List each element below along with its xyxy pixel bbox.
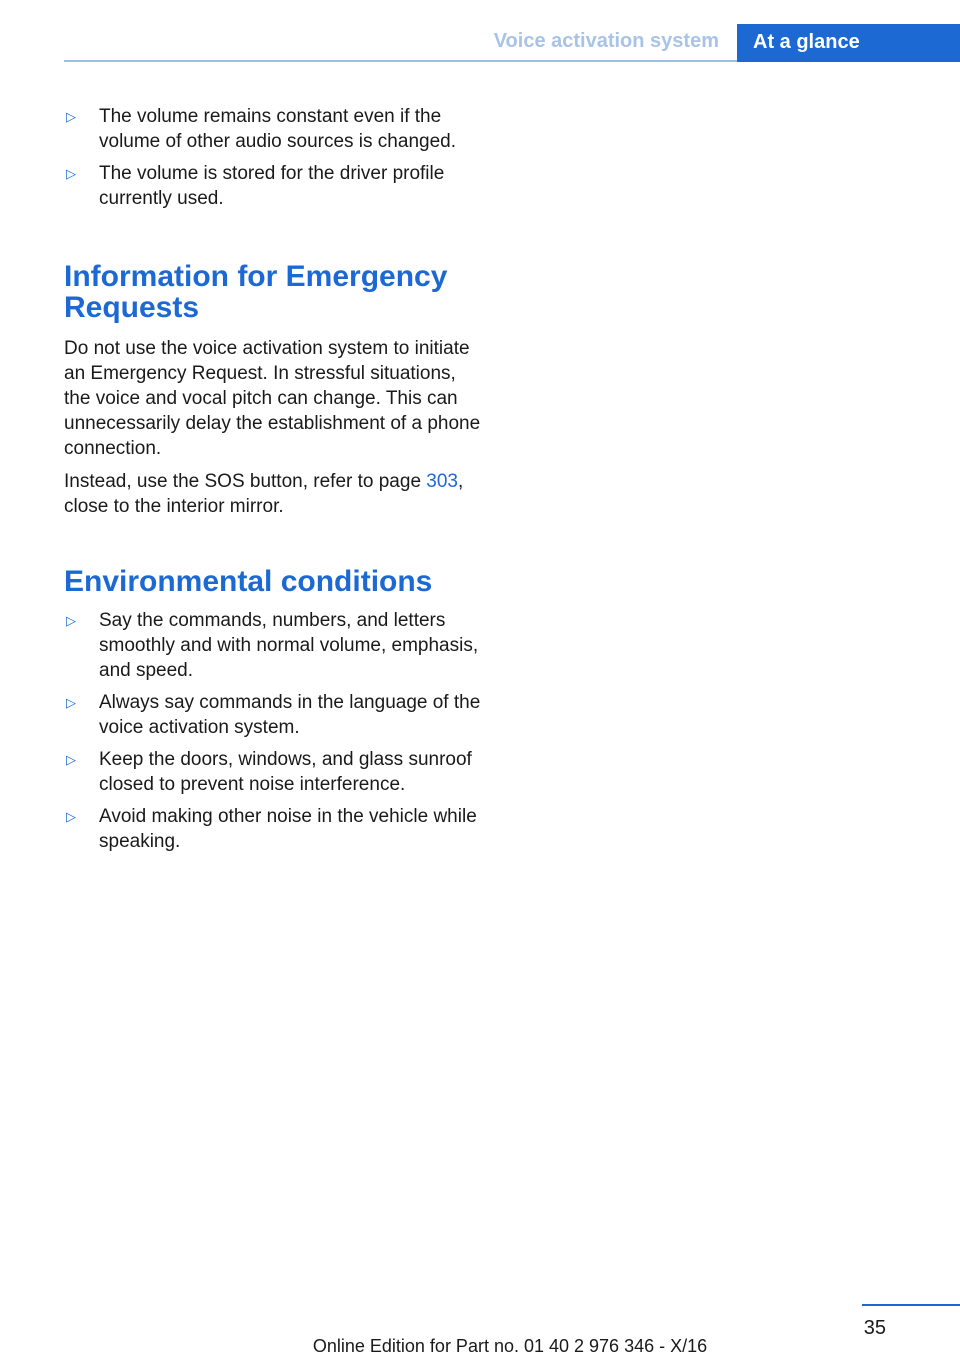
environment-heading: Environmental conditions [64, 565, 433, 598]
triangle-bullet-icon: ▷ [66, 695, 76, 710]
list-item-text: Keep the doors, windows, and glass sunroof closed to prevent noise interference. [99, 749, 472, 795]
page-reference-link[interactable]: 303 [426, 471, 458, 492]
header-chapter-tab: At a glance [737, 24, 960, 62]
footer-rule [862, 1304, 960, 1306]
triangle-bullet-icon: ▷ [66, 166, 76, 181]
page-number: 35 [863, 1317, 886, 1339]
emergency-paragraph: Do not use the voice activation system to initiate an Emergency Request. In stressful situations, the voice and vocal pitch can change. This can unnecessarily delay the establishment of a phone connection. [64, 338, 481, 459]
intro-bullet-list [64, 104, 484, 211]
header-section-title: Voice activation system [493, 30, 719, 52]
list-item [64, 608, 484, 683]
sos-text-before: Instead, use the SOS button, refer to page [64, 471, 427, 492]
page-content [64, 104, 484, 861]
emergency-heading: Information for Emergency Requests [64, 260, 448, 324]
list-item [64, 161, 484, 211]
sos-text-after: , close to the interior mirror. [64, 471, 464, 517]
sos-paragraph [64, 469, 484, 519]
list-item [64, 104, 484, 154]
environment-bullet-list [64, 608, 484, 854]
triangle-bullet-icon: ▷ [66, 613, 76, 628]
list-item-text: The volume is stored for the driver profile currently used. [99, 163, 445, 209]
list-item-text: Avoid making other noise in the vehicle while speaking. [99, 806, 477, 852]
list-item-text: The volume remains constant even if the volume of other audio sources is changed. [99, 106, 456, 152]
list-item [64, 804, 484, 854]
triangle-bullet-icon: ▷ [66, 752, 76, 767]
triangle-bullet-icon: ▷ [66, 109, 76, 124]
list-item [64, 690, 484, 740]
list-item-text: Always say commands in the language of the voice activation system. [99, 692, 481, 738]
triangle-bullet-icon: ▷ [66, 809, 76, 824]
footer-edition: Online Edition for Part no. 01 40 2 976 346 - X/16 [312, 1336, 708, 1356]
list-item-text: Say the commands, numbers, and letters smoothly and with normal volume, emphasis, and speed. [99, 610, 479, 681]
list-item [64, 747, 484, 797]
